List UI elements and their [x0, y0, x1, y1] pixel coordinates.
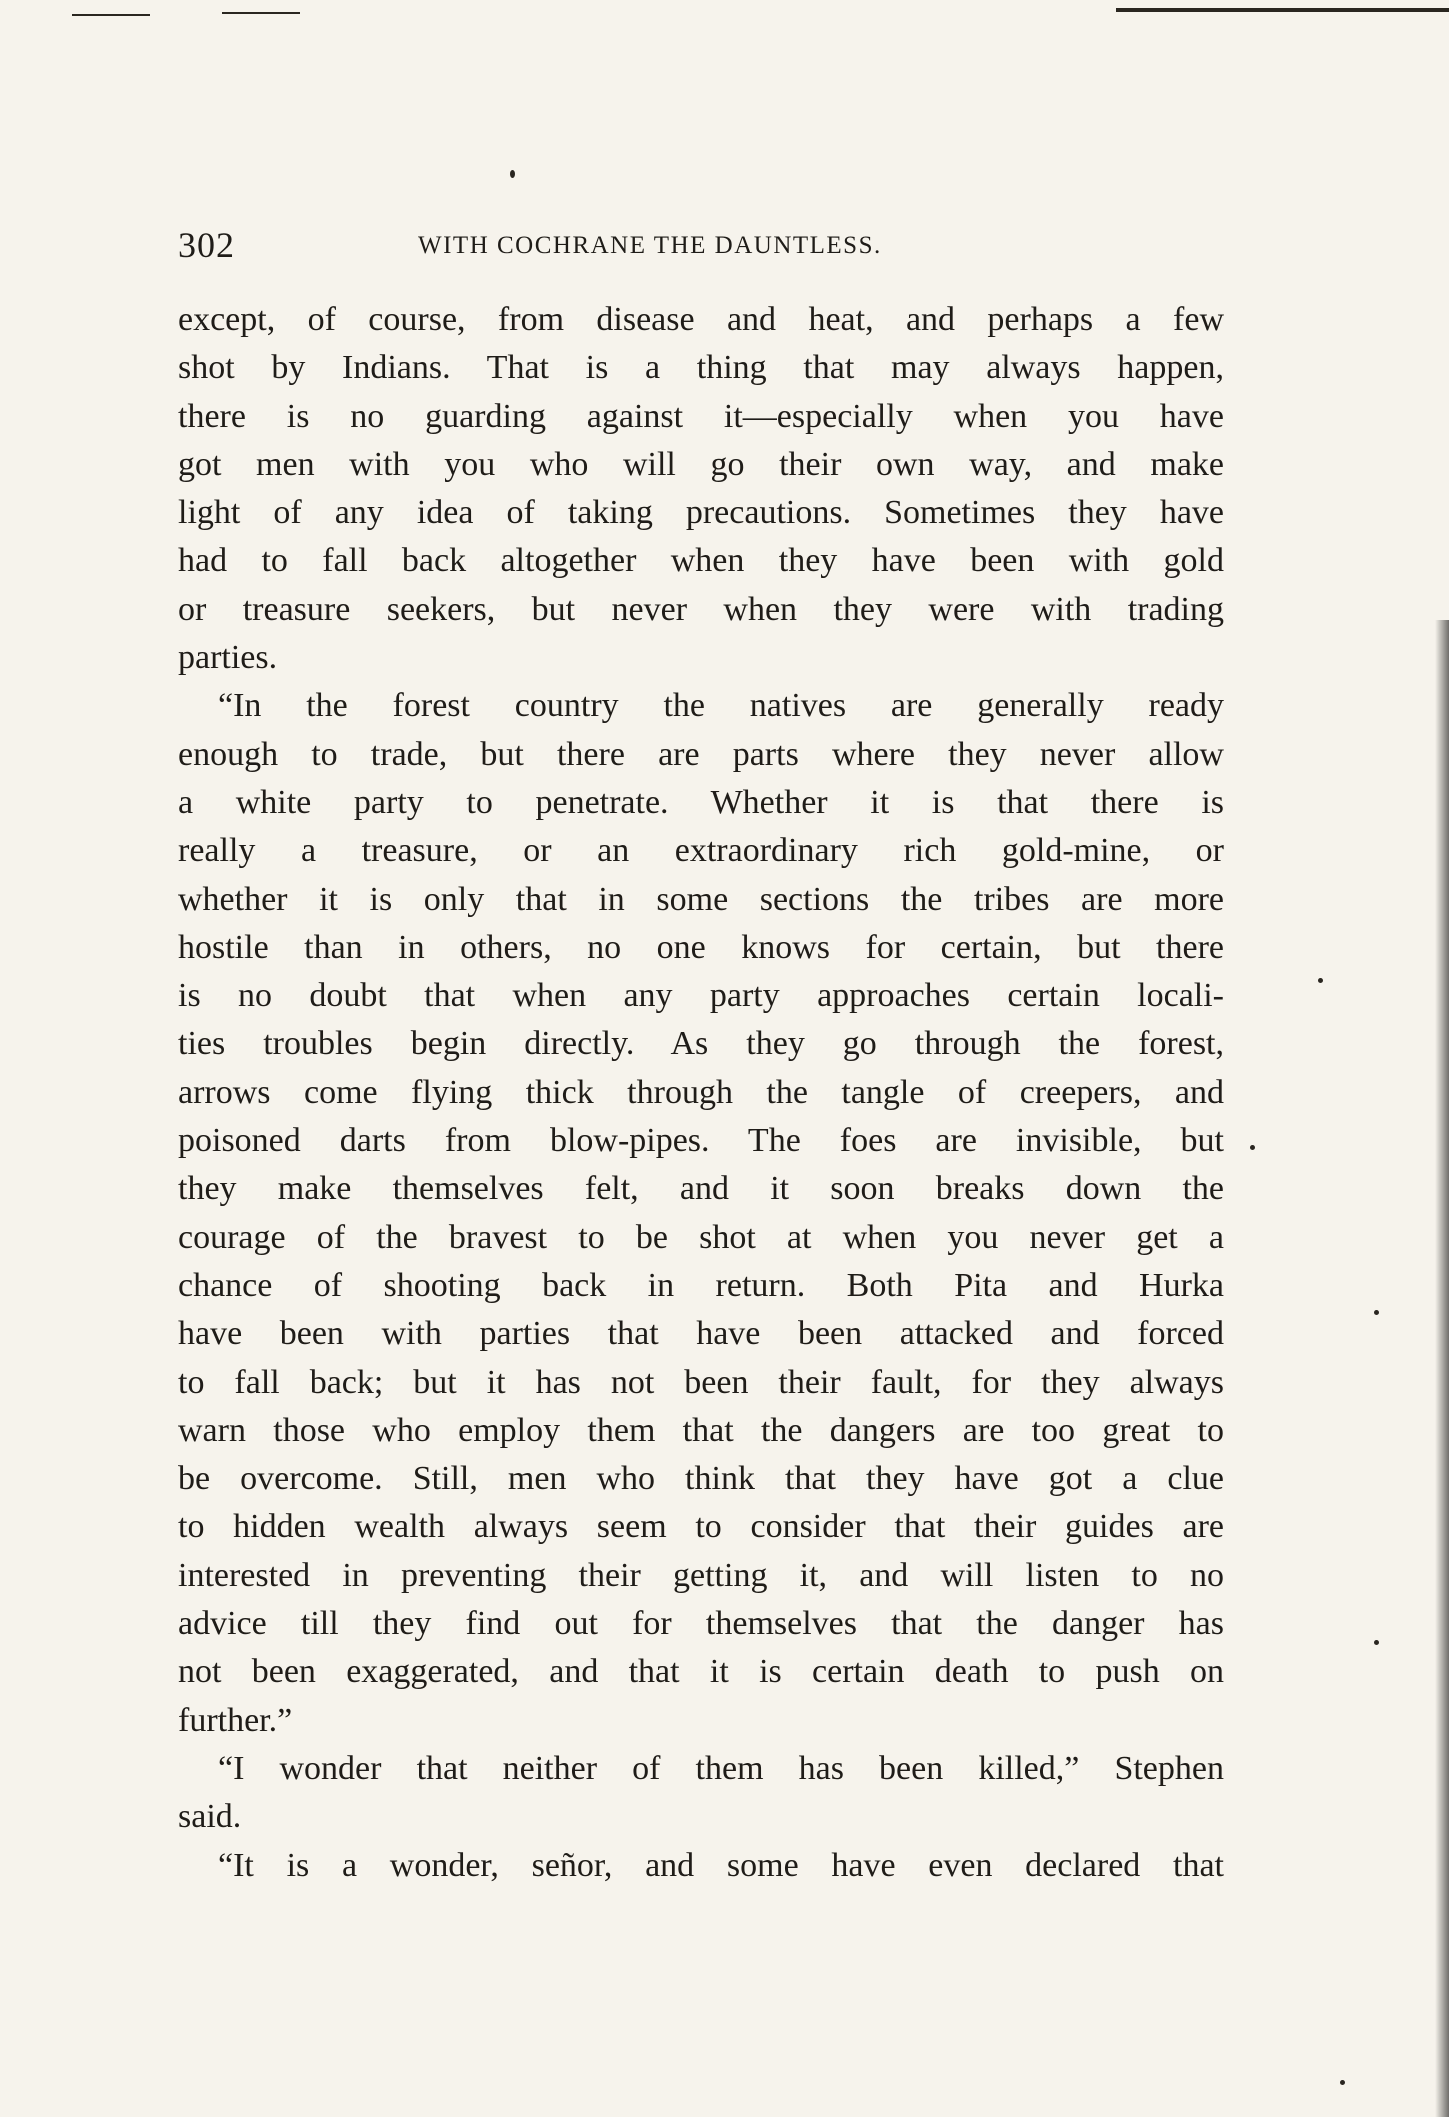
- text-line: chance of shooting back in return. Both Pita and Hurka: [178, 1266, 1224, 1304]
- scan-artifact-top-right: [1116, 8, 1449, 12]
- text-line: parties.: [178, 639, 278, 677]
- running-title: WITH COCHRANE THE DAUNTLESS.: [418, 232, 882, 259]
- text-line: arrows come flying thick through the tangle of creepers, and: [178, 1073, 1224, 1111]
- text-line: there is no guarding against it—especially when you have: [178, 397, 1224, 435]
- text-line: really a treasure, or an extraordinary rich gold-mine, or: [178, 832, 1224, 870]
- text-line: have been with parties that have been attacked and forced: [178, 1315, 1224, 1353]
- text-line: is no doubt that when any party approaches certain locali-: [178, 977, 1224, 1015]
- page-edge-shadow: [1435, 620, 1449, 2117]
- scan-speck: [1318, 978, 1323, 983]
- text-line: got men with you who will go their own way, and make: [178, 445, 1224, 483]
- scan-artifact-top-left: [72, 14, 150, 16]
- text-line: not been exaggerated, and that it is certain death to push on: [178, 1653, 1224, 1691]
- page-number: 302: [178, 225, 235, 265]
- text-line: “In the forest country the natives are generally ready: [218, 687, 1224, 725]
- text-line: shot by Indians. That is a thing that may always happen,: [178, 349, 1224, 387]
- text-line: “It is a wonder, señor, and some have even declared that: [218, 1846, 1224, 1884]
- text-line: “I wonder that neither of them has been killed,” Stephen: [218, 1749, 1224, 1787]
- scan-speck: [1340, 2080, 1345, 2085]
- scan-speck: [1250, 1145, 1255, 1150]
- text-line: courage of the bravest to be shot at when you never get a: [178, 1218, 1224, 1256]
- text-line: or treasure seekers, but never when they were with trading: [178, 590, 1224, 628]
- scan-speck: [510, 170, 515, 178]
- text-line: to hidden wealth always seem to consider that their guides are: [178, 1508, 1224, 1546]
- text-line: said.: [178, 1798, 242, 1836]
- text-line: interested in preventing their getting it, and will listen to no: [178, 1556, 1224, 1594]
- scan-artifact-top-center: [222, 12, 300, 14]
- text-line: whether it is only that in some sections the tribes are more: [178, 880, 1224, 918]
- text-line: enough to trade, but there are parts where they never allow: [178, 735, 1224, 773]
- text-line: further.”: [178, 1701, 293, 1739]
- text-line: poisoned darts from blow-pipes. The foes are invisible, but: [178, 1122, 1224, 1160]
- scan-speck: [1374, 1640, 1379, 1645]
- text-line: to fall back; but it has not been their fault, for they always: [178, 1363, 1224, 1401]
- text-line: a white party to penetrate. Whether it is that there is: [178, 783, 1224, 821]
- text-line: warn those who employ them that the dangers are too great to: [178, 1411, 1224, 1449]
- text-line: hostile than in others, no one knows for certain, but there: [178, 928, 1224, 966]
- body-text: [178, 296, 1224, 1890]
- text-line: be overcome. Still, men who think that they have got a clue: [178, 1460, 1224, 1498]
- text-line: light of any idea of taking precautions. Sometimes they have: [178, 494, 1224, 532]
- text-line: advice till they find out for themselves that the danger has: [178, 1605, 1224, 1643]
- text-line: had to fall back altogether when they have been with gold: [178, 542, 1224, 580]
- text-line: they make themselves felt, and it soon breaks down the: [178, 1170, 1224, 1208]
- scan-speck: [1374, 1310, 1379, 1315]
- text-line: except, of course, from disease and heat, and perhaps a few: [178, 301, 1224, 338]
- running-head: [178, 224, 1188, 268]
- text-line: ties troubles begin directly. As they go through the forest,: [178, 1025, 1224, 1063]
